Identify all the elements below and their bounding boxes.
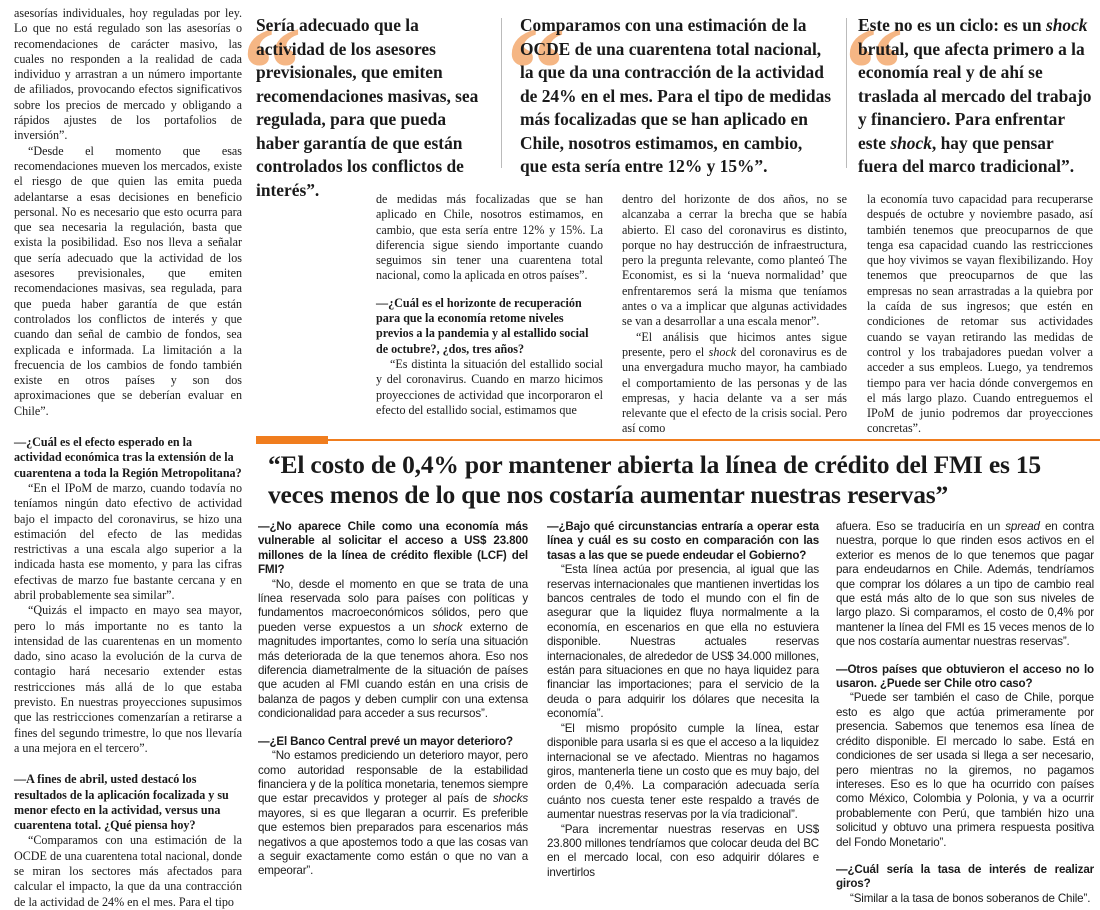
- quote-mark-icon: “: [844, 2, 904, 135]
- mid-column-3: [867, 192, 1093, 437]
- low3-paragraph-2: “Puede ser también el caso de Chile, porque esto es algo que actúa primeramente por presencia. Sabemos que tenemos esa línea de crédito disponible. El mercado lo sabe. Está en condiciones de ser usada si llega a ser necesario, pero mientras no la giremos, no pagamos intereses. Eso es lo que ha ocurrido con países como México, Colombia y Polonia, y va a ocurrir probablemente con Perú, que también hizo una solicitud y obtuvo una primera respuesta positiva del Fondo Monetario”.: [836, 691, 1094, 849]
- low1-paragraph-1: “No, desde el momento en que se trata de una línea reservada solo para países con políticas y fundamentos macroeconómicos sólidos, pero que pueden verse expuestos a un shock externo de magnitudes importantes, como lo sería una situación más deteriorada de la que tenemos ahora. Eso nos diferencia diametralmente de la situación de países que acuden al FMI cuando están en una crisis de balanza de pagos y deben cumplir con una extensa condicionalidad para acceder a sus recursos”.: [258, 577, 529, 721]
- left-column: [14, 6, 242, 910]
- left-paragraph-4: “Quizás el impacto en mayo sea mayor, pero lo más importante no es tanto la intensidad de las cuarentenas en un momento dado, sino acaso la evolución de la curva de contagio hará necesario extender estas restricciones más allá de lo que estaba previsto. En nuestras proyecciones supusimos que las restricciones comenzarían a retirarse a fines del segundo trimestre, lo que nos llevaría a una mejora en el tercero”.: [14, 603, 242, 755]
- pull-quote-1-text: Sería adecuado que la actividad de los asesores previsionales, que emiten recomendaciones masivas, sea regulada, para que pueda haber garantía de que están controlados los conflictos de interés”.: [256, 15, 479, 200]
- section-headline: “El costo de 0,4% por mantener abierta la línea de crédito del FMI es 15 veces menos de lo que nos costaría aumentar nuestras reservas”: [268, 450, 1041, 509]
- low2-paragraph-2: “El mismo propósito cumple la línea, estar disponible para usarla si es que el acceso a la liquidez internacional se ve afectado. Mientras no hagamos giros, mantenerla tiene un costo que es muy bajo, del orden de 0,4%. La comparación adecuada sería cuánto nos cuesta tener este respaldo a través de aumentar nuestras reservas por la vía tradicional”.: [547, 721, 819, 822]
- mid-column-2: [622, 192, 847, 437]
- lower-column-3: [836, 520, 1094, 906]
- low3-paragraph-1: afuera. Eso se traduciría en un spread en contra nuestra, porque lo que rinden esos activos en el exterior es menos de lo que tenemos que pagar para endeudarnos en Chile. Además, tendríamos que comprar los dólares a un tipo de cambio real que está más alto de lo que son sus niveles de largo plazo. Si comparamos, el costo de 0,4% por mantener la línea del FMI es 15 veces menos de lo que nos costaría aumentar nuestras reservas”.: [836, 520, 1095, 649]
- pull-quote-2: [506, 2, 832, 179]
- left-question-1: —¿Cuál es el efecto esperado en la actividad económica tras la extensión de la cuarentena a toda la Región Metropolitana?: [14, 435, 242, 480]
- left-paragraph-3: “En el IPoM de marzo, cuando todavía no teníamos ningún dato efectivo de actividad bajo el impacto del coronavirus, se hizo una estimación del efecto de las medidas restrictivas a una escala algo superior a la indicada hasta ese momento, y para las cifras efectivas de marzo fue bastante cercana y en abril probablemente sea similar”.: [14, 480, 242, 602]
- low3-paragraph-3: “Similar a la tasa de bonos soberanos de Chile”.: [850, 891, 1091, 905]
- low1-question-1: —¿No aparece Chile como una economía más vulnerable al solicitar el acceso a US$ 23.800 millones de la línea de crédito flexible (LCF) del FMI?: [258, 520, 528, 577]
- low3-question-2: —¿Cuál sería la tasa de interés de realizar giros?: [836, 862, 1094, 891]
- mid3-paragraph-1: la economía tuvo capacidad para recuperarse después de octubre y noviembre pasado, así también tenemos que preocuparnos de que tenga esa capacidad cuando las restricciones que hoy vivimos se vayan flexibilizando. Hoy tenemos que preocuparnos de que las empresas no sean arrastradas a la quiebra por la caída de sus ingresos; que estén en condiciones de retomar sus actividades cuando se vayan retirando las medidas de control y los trabajadores puedan volver a acceder a sus empleos. Luego, ya tendremos tiempo para ver hacia dónde convergemos en el más largo plazo. Cuando entreguemos el IPoM de junio podremos dar proyecciones concretas”.: [867, 192, 1093, 436]
- pull-quote-1: [242, 2, 482, 202]
- mid-column-1: [376, 192, 603, 418]
- left-paragraph-5: “Comparamos con una estimación de la OCDE de una cuarentena total nacional, donde se miran los sectores más afectados para calcular el impacto, la que da una contracción de la actividad de 24% en el mes. Para el tipo: [14, 833, 242, 909]
- mid2-paragraph-2: “El análisis que hicimos antes sigue presente, pero el shock del coronavirus es de una envergadura mucho mayor, ha cambiado el comportamiento de las personas y de las empresas, y hacia delante va a ser más relevante que el efecto de la crisis social. Pero así como: [622, 329, 848, 436]
- shock-italic: shock: [890, 132, 932, 153]
- mid1-paragraph-2: “Es distinta la situación del estallido social y del coronavirus. Cuando en marzo hicimos proyecciones de actividad que incorporaron el efecto del estallido social, estimamos que: [376, 356, 603, 417]
- left-paragraph-1: asesorías individuales, hoy reguladas por ley. Lo que no está regulado son las asesorías o recomendaciones de carácter masivo, las cuales no responden a la realidad de cada individuo y arrastran a un número importante de afiliados, provocando efectos significativos sobre los precios de mercado y obligando a rápidos ajustes de los portafolios de inversión”.: [14, 6, 242, 143]
- low3-question-1: —Otros países que obtuvieron el acceso no lo usaron. ¿Puede ser Chile otro caso?: [836, 662, 1094, 691]
- shock-italic: shock: [1045, 15, 1088, 35]
- pull-quote-2-text: Comparamos con una estimación de la OCDE de una cuarentena total nacional, la que da una contracción de la actividad de 24% en el mes. Para el tipo de medidas más focalizadas que se han aplicado en Chile, nosotros estimamos, en cambio, que esta sería entre 12% y 15%”.: [520, 15, 832, 176]
- quote-mark-icon: “: [242, 2, 302, 135]
- quote-mark-icon: “: [506, 2, 566, 135]
- mid1-paragraph-1: de medidas más focalizadas que se han aplicado en Chile, nosotros estimamos, en cambio, que esta sería entre 12% y 15%. La diferencia sigue siendo importante cuando seguimos sin tener una cuarentena total nacional, como la aplicada en otros países”.: [376, 192, 603, 283]
- divider: [501, 18, 502, 168]
- low2-paragraph-1: “Esta línea actúa por presencia, al igual que las reservas internacionales que mantienen invertidas los bancos centrales de todo el mundo con el fin de asegurar que la liquidez fluya normalmente a la economía, en escenarios en que ella no estuviera disponible. Nuestras actuales reservas internacionales, de alrededor de US$ 34.000 millones, están para situaciones en que no haya liquidez para financiar las importaciones; para el servicio de la deuda o para adquirir los dólares que necesita la economía”.: [547, 563, 819, 721]
- lower-column-2: [547, 520, 819, 880]
- mid1-question-1: —¿Cuál es el horizonte de recuperación para que la economía retome niveles previos a la pandemia y al estallido social de octubre?, ¿dos, tres años?: [376, 295, 589, 356]
- low2-paragraph-3: “Para incrementar nuestras reservas en US$ 23.800 millones tendríamos que colocar deuda del BC en el mercado local, con eso adquirir dólares e invertirlos: [547, 822, 819, 879]
- left-question-2: —A fines de abril, usted destacó los resultados de la aplicación focalizada y su menor efecto en la actividad, versus una cuarentena total. ¿Qué piensa hoy?: [14, 772, 229, 833]
- lower-column-1: [258, 520, 528, 879]
- headline-rule: [328, 439, 1100, 441]
- low2-question-1: —¿Bajo qué circunstancias entraría a operar esta línea y cuál es su costo en comparación con las tasas a las que se puede endeudar el Gobierno?: [547, 520, 819, 562]
- low1-question-2: —¿El Banco Central prevé un mayor deterioro?: [258, 734, 513, 748]
- mid2-paragraph-1: dentro del horizonte de dos años, no se alcanzaba a cerrar la brecha que se había abierto. El caso del coronavirus es distinto, porque no hay destrucción de infraestructura, pero la pregunta relevante, como planteó The Economist, es si la ‘nueva normalidad’ que enfrentaremos será la misma que teníamos antes o va a implicar que algunas actividades se van a desarrollar a una escala menor”.: [622, 192, 847, 329]
- headline-accent-bar: [256, 436, 328, 444]
- pull-quote-3: [844, 2, 1094, 179]
- left-paragraph-2: “Desde el momento que esas recomendaciones mueven los mercados, existe el riesgo de que quien las emita pueda adelantarse a esas decisiones en beneficio personal. No es necesario que esto ocurra para que sea necesaria la regulación, basta que exista la posibilidad. Eso nos lleva a señalar que sería adecuado que la actividad de los asesores previsionales, que emiten recomendaciones masivas, sea regulada, para que pueda haber garantía de que están controlados los conflictos de interés y que cuando dan señal de cambio de fondos, sea explicada e informada. La limitación a la frecuencia de los cambios de fondo también existe en otros países y son dos aproximaciones que se deberían evaluar en Chile”.: [14, 143, 242, 418]
- pull-quote-3-text: Este no es un ciclo: es un shock brutal, que afecta primero a la economía real y de ahí se traslada al mercado del trabajo y financiero. Para enfrentar este shock, hay que pensar fuera del marco tradicional”.: [858, 15, 1092, 176]
- low1-paragraph-2: “No estamos prediciendo un deterioro mayor, pero como autoridad responsable de la estabilidad financiera y de la política monetaria, tenemos siempre que estar precavidos y proteger al país de shocks mayores, si es que llegaran a ocurrir. Es preferible que estemos bien preparados para escenarios más negativos a que apostemos todo a que las cosas van a seguir exactamente como están o que no van a empeorar”.: [258, 749, 528, 878]
